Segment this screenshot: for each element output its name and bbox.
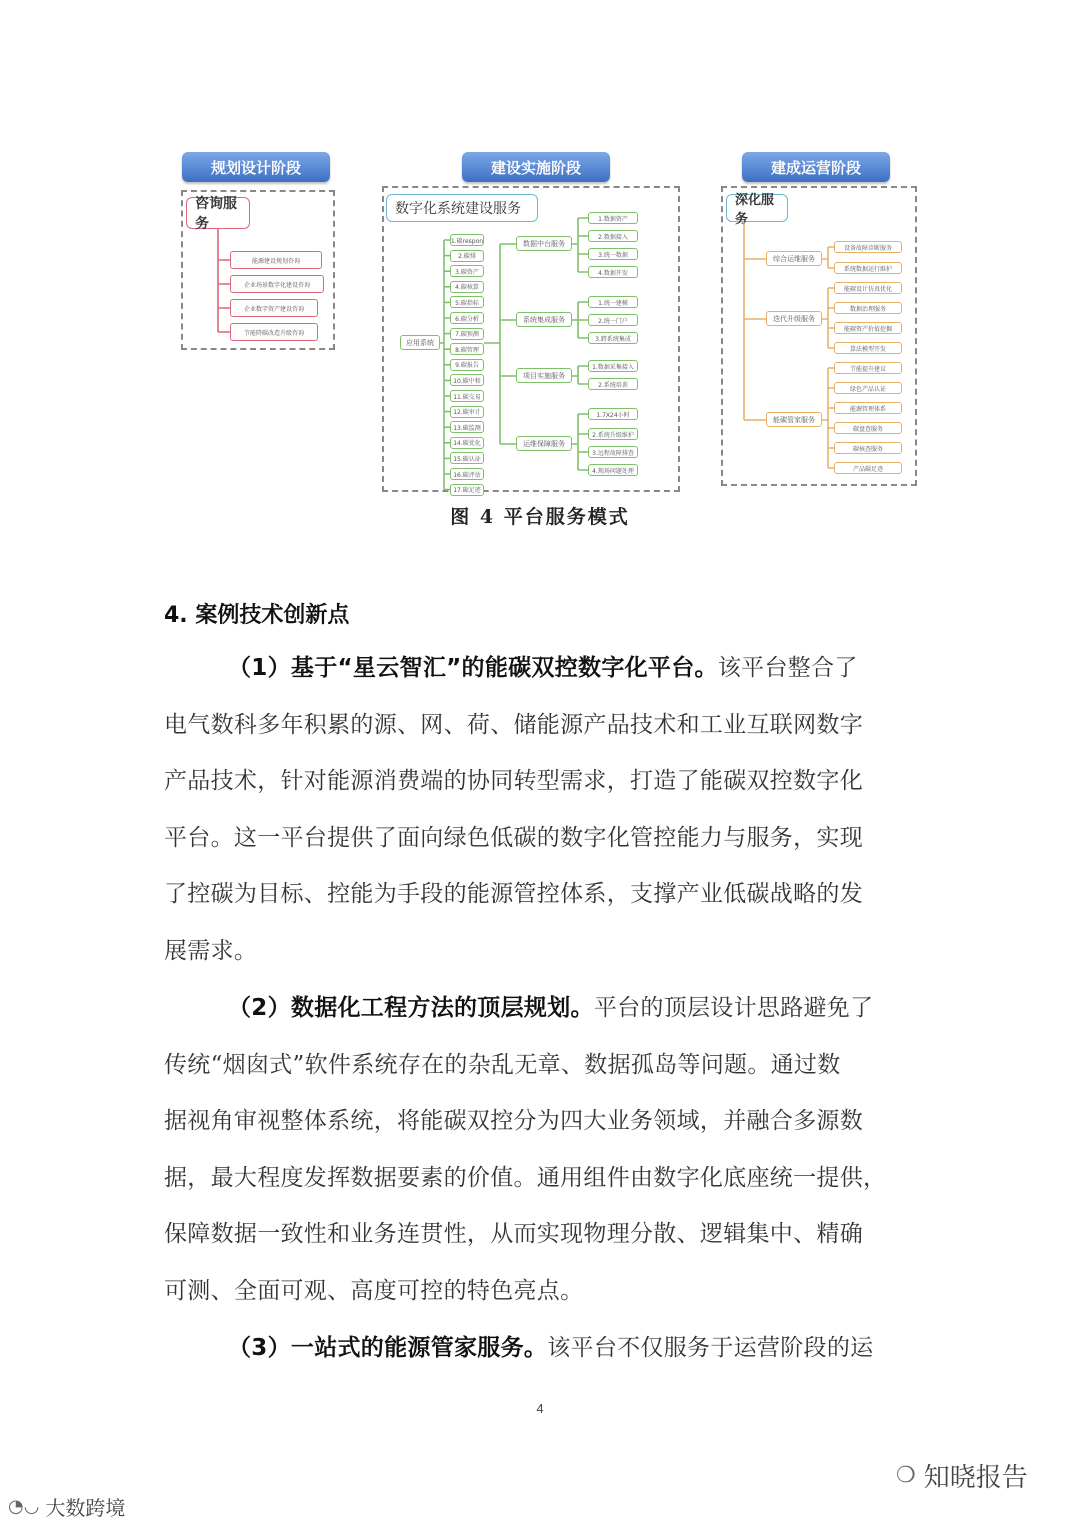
deep-group-item: 碳盘查服务 (834, 422, 902, 434)
deep-group-item: 能碳资产价值挖掘 (834, 322, 902, 334)
paragraph-3 (164, 1320, 919, 1377)
system-app-item: 8.碳管理 (450, 343, 484, 355)
system-app-item: 1.碳respon (450, 234, 484, 246)
deep-group-item: 绿色产品认证 (834, 382, 902, 394)
system-group-label: 运维保障服务 (516, 436, 572, 451)
watermark-right (896, 1457, 1028, 1494)
consulting-item: 企业数字资产建设咨询 (230, 299, 318, 317)
wechat-icon: ❍ (896, 1463, 916, 1488)
system-app-item: 10.碳中和 (450, 374, 484, 386)
system-group-item: 3.统一数据 (588, 248, 638, 260)
deep-group-item: 节能提升建议 (834, 362, 902, 374)
deep-group-label: 能碳管家服务 (766, 412, 822, 427)
system-group-item: 1.统一建模 (588, 296, 638, 308)
system-group-item: 3.跨系统集成 (588, 332, 638, 344)
deep-group-label: 迭代升级服务 (766, 311, 822, 326)
stage-operation-header: 建成运营阶段 (742, 152, 890, 182)
system-root-node: 应用系统 (400, 335, 440, 350)
consulting-item: 企业场景数字化建设咨询 (230, 275, 324, 293)
system-app-item: 17.碳足迹 (450, 484, 484, 496)
paragraph-line: 传统“烟囱式”软件系统存在的杂乱无章、数据孤岛等问题。通过数 (164, 1051, 841, 1078)
paragraph-2-lead: （2）数据化工程方法的顶层规划。 (228, 995, 594, 1021)
paragraph-line: 产品技术，针对能源消费端的协同转型需求，打造了能碳双控数字化 (164, 768, 863, 795)
paragraph-line: 可测、全面可观、高度可控的特色亮点。 (164, 1277, 584, 1304)
system-app-item: 11.碳交易 (450, 390, 484, 402)
system-group-item: 2.系统升级维护 (588, 428, 638, 440)
page-number: 4 (536, 1401, 544, 1416)
system-app-item: 15.碳认证 (450, 452, 484, 464)
paragraph-1 (164, 640, 919, 980)
system-app-item: 7.碳预测 (450, 328, 484, 340)
system-app-item: 9.碳报告 (450, 359, 484, 371)
deep-service-panel (721, 186, 917, 486)
paragraph-2 (164, 980, 919, 1320)
deep-group-item: 设备故障诊断服务 (834, 241, 902, 253)
paragraph-line: 电气数科多年积累的源、网、荷、储能源产品技术和工业互联网数字 (164, 711, 863, 738)
system-app-item: 12.碳审计 (450, 406, 484, 418)
system-group-item: 1.数据采集接入 (588, 360, 638, 372)
system-group-item: 2.系统培训 (588, 378, 638, 390)
consulting-item: 节能降碳改造升级咨询 (230, 323, 318, 341)
paragraph-line: 展需求。 (164, 937, 258, 964)
system-group-item: 1.数据资产 (588, 212, 638, 224)
section-heading: 4. 案例技术创新点 (164, 603, 350, 628)
paragraph-line: 据，最大程度发挥数据要素的价值。通用组件由数字化底座统一提供， (164, 1164, 887, 1191)
watermark-left-text: 大数跨境 (45, 1496, 126, 1520)
system-group-item: 2.数据接入 (588, 230, 638, 242)
stage-planning-header: 规划设计阶段 (182, 152, 330, 182)
deep-group-item: 算法模型开发 (834, 342, 902, 354)
deep-group-label: 综合运维服务 (766, 251, 822, 266)
system-app-item: 5.碳指标 (450, 296, 484, 308)
paragraph-line: 平台。这一平台提供了面向绿色低碳的数字化管控能力与服务，实现 (164, 824, 863, 851)
deep-group-item: 能碳设计仿真优化 (834, 282, 902, 294)
paragraph-line: 平台的顶层设计思路避免了 (593, 995, 874, 1021)
system-group-label: 系统集成服务 (516, 312, 572, 327)
deep-group-item: 能源管理体系 (834, 402, 902, 414)
deep-group-item: 系统数据运行维护 (834, 262, 902, 274)
paragraph-line: 了控碳为目标、控能为手段的能源管控体系，支撑产业低碳战略的发 (164, 881, 863, 908)
system-build-title: 数字化系统建设服务 (386, 194, 538, 222)
paragraph-1-lead: （1）基于“星云智汇”的能碳双控数字化平台。 (228, 655, 718, 681)
system-app-item: 6.碳分析 (450, 312, 484, 324)
system-group-label: 项目实施服务 (516, 368, 572, 383)
deep-group-item: 碳核查服务 (834, 442, 902, 454)
paragraph-line: 该平台不仅服务于运营阶段的运 (547, 1335, 874, 1361)
paragraph-3-lead: （3）一站式的能源管家服务。 (228, 1335, 548, 1361)
watermark-left (8, 1492, 125, 1521)
figure-caption: 图 4 平台服务模式 (450, 506, 630, 528)
system-group-label: 数据中台服务 (516, 236, 572, 251)
system-app-item: 16.碳评估 (450, 468, 484, 480)
paragraph-line: 该平台整合了 (717, 655, 858, 681)
watermark-right-text: 知晓报告 (923, 1463, 1028, 1493)
deep-group-item: 数据治理服务 (834, 302, 902, 314)
weibo-icon: ◔◡ (8, 1496, 40, 1517)
consulting-title: 咨询服务 (186, 197, 250, 229)
system-group-item: 4.数据开发 (588, 266, 638, 278)
consulting-item: 能源建设规划咨询 (230, 251, 322, 269)
system-group-item: 2.统一门户 (588, 314, 638, 326)
paragraph-line: 保障数据一致性和业务连贯性，从而实现物理分散、逻辑集中、精确 (164, 1221, 863, 1248)
system-app-item: 2.碳排 (450, 250, 484, 262)
system-group-item: 3.远程故障排查 (588, 446, 638, 458)
system-app-item: 14.碳优化 (450, 437, 484, 449)
system-app-item: 4.碳核算 (450, 281, 484, 293)
system-group-item: 4.现场问题处理 (588, 464, 638, 476)
system-group-item: 1.7X24小时 (588, 408, 638, 420)
paragraph-line: 据视角审视整体系统，将能碳双控分为四大业务领域，并融合多源数 (164, 1108, 863, 1135)
system-app-item: 13.碳监测 (450, 421, 484, 433)
system-app-item: 3.碳资产 (450, 265, 484, 277)
deep-service-title: 深化服务 (726, 194, 788, 222)
deep-group-item: 产品碳足迹 (834, 462, 902, 474)
stage-construction-header: 建设实施阶段 (462, 152, 610, 182)
